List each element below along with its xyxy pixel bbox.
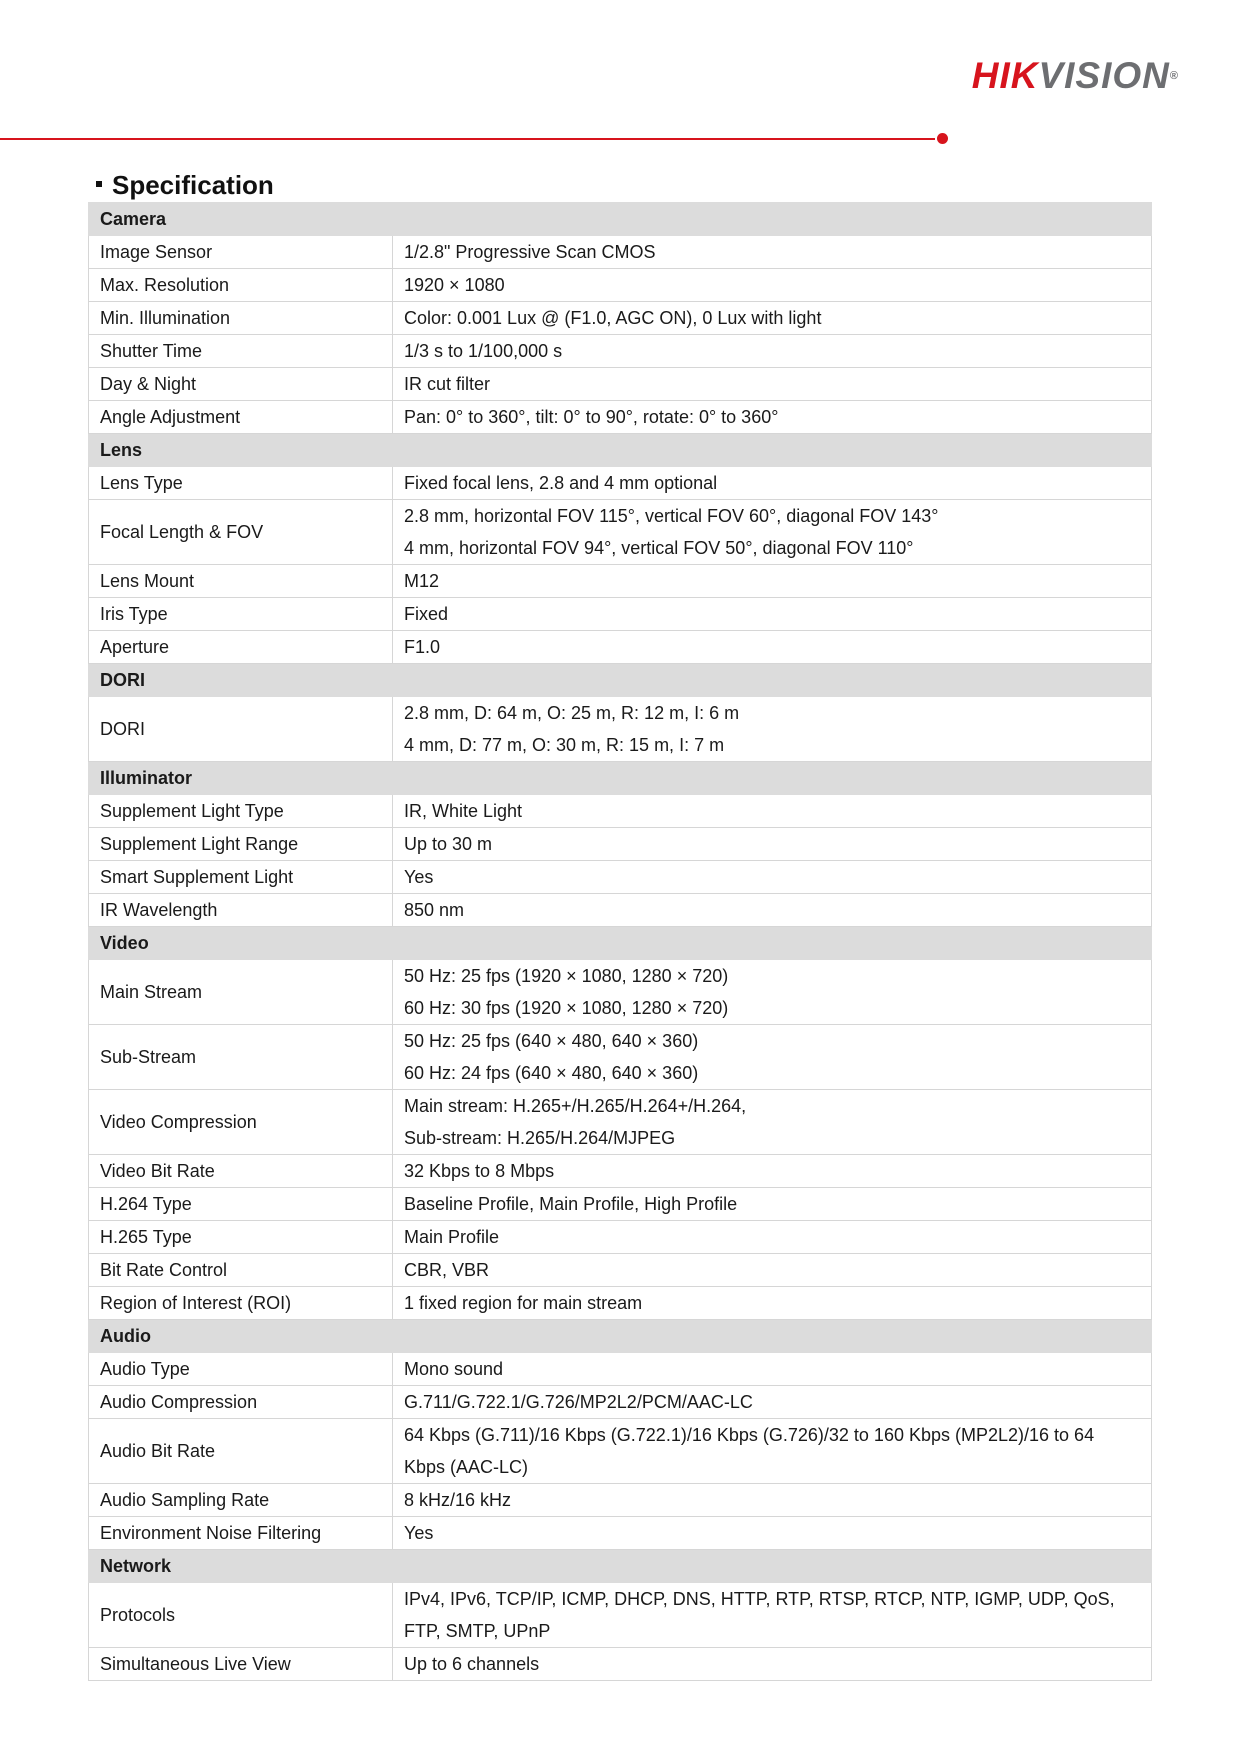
spec-label: Lens Type (89, 467, 393, 500)
spec-label: Smart Supplement Light (89, 861, 393, 894)
section-header-row (89, 434, 1152, 467)
section-header-row (89, 762, 1152, 795)
table-row (89, 565, 1152, 598)
table-row (89, 1484, 1152, 1517)
table-row (89, 1155, 1152, 1188)
spec-value-line: Main Profile (404, 1227, 500, 1247)
spec-label: Focal Length & FOV (89, 500, 393, 565)
section-title: Video (89, 927, 1152, 960)
table-row (89, 1386, 1152, 1419)
spec-label: Max. Resolution (89, 269, 393, 302)
spec-label: Image Sensor (89, 236, 393, 269)
spec-label: Supplement Light Range (89, 828, 393, 861)
spec-value (393, 1419, 1152, 1484)
spec-label: Min. Illumination (89, 302, 393, 335)
spec-value (393, 302, 1152, 335)
spec-value-line: Pan: 0° to 360°, tilt: 0° to 90°, rotate: 0° to 360° (404, 407, 779, 427)
spec-value-line: Fixed (404, 604, 449, 624)
table-row (89, 894, 1152, 927)
spec-value-line: Mono sound (404, 1359, 504, 1379)
table-row (89, 1221, 1152, 1254)
table-row (89, 236, 1152, 269)
section-title: Audio (89, 1320, 1152, 1353)
spec-value (393, 1254, 1152, 1287)
spec-label: Lens Mount (89, 565, 393, 598)
spec-value (393, 565, 1152, 598)
spec-label: H.264 Type (89, 1188, 393, 1221)
spec-label: Day & Night (89, 368, 393, 401)
section-header-row (89, 1320, 1152, 1353)
spec-value-line: 32 Kbps to 8 Mbps (404, 1161, 555, 1181)
spec-label: Environment Noise Filtering (89, 1517, 393, 1550)
spec-value (393, 236, 1152, 269)
table-row (89, 1648, 1152, 1681)
section-header-row (89, 1550, 1152, 1583)
spec-value-line: 1920 × 1080 (404, 275, 505, 295)
spec-value-line: Up to 30 m (404, 834, 493, 854)
table-row (89, 1419, 1152, 1484)
table-row (89, 1090, 1152, 1155)
spec-value-line: 2.8 mm, D: 64 m, O: 25 m, R: 12 m, I: 6 m (404, 703, 740, 723)
table-row (89, 1254, 1152, 1287)
section-title: Camera (89, 203, 1152, 236)
spec-value (393, 1155, 1152, 1188)
spec-label: Main Stream (89, 960, 393, 1025)
section-header-row (89, 664, 1152, 697)
table-row (89, 1583, 1152, 1648)
spec-value (393, 1287, 1152, 1320)
spec-value (393, 1583, 1152, 1648)
spec-value-line: 50 Hz: 25 fps (1920 × 1080, 1280 × 720) (404, 966, 729, 986)
spec-value (393, 894, 1152, 927)
spec-value-line: 1/3 s to 1/100,000 s (404, 341, 563, 361)
spec-value-line: Yes (404, 867, 434, 887)
spec-value-line: 50 Hz: 25 fps (640 × 480, 640 × 360) (404, 1031, 699, 1051)
spec-value (393, 1648, 1152, 1681)
table-row (89, 1353, 1152, 1386)
spec-label: Simultaneous Live View (89, 1648, 393, 1681)
spec-value-line: 2.8 mm, horizontal FOV 115°, vertical FOV 60°, diagonal FOV 143° (404, 506, 939, 526)
spec-value-line: 1/2.8" Progressive Scan CMOS (404, 242, 656, 262)
spec-value-line: M12 (404, 571, 440, 591)
table-row (89, 302, 1152, 335)
table-row (89, 269, 1152, 302)
brand-logo: HIKVISION® (971, 55, 1179, 96)
page-title: Specification (96, 168, 274, 202)
spec-value-line: 850 nm (404, 900, 465, 920)
spec-value (393, 631, 1152, 664)
spec-value (393, 1090, 1152, 1155)
spec-value (393, 1353, 1152, 1386)
spec-label: Sub-Stream (89, 1025, 393, 1090)
section-title: Network (89, 1550, 1152, 1583)
spec-label: Protocols (89, 1583, 393, 1648)
table-row (89, 368, 1152, 401)
spec-label: Audio Sampling Rate (89, 1484, 393, 1517)
spec-value-line: Up to 6 channels (404, 1654, 540, 1674)
header-rule (0, 138, 935, 140)
spec-value-line: F1.0 (404, 637, 441, 657)
section-title: Illuminator (89, 762, 1152, 795)
section-title: Lens (89, 434, 1152, 467)
spec-label: Bit Rate Control (89, 1254, 393, 1287)
spec-value-line: 4 mm, D: 77 m, O: 30 m, R: 15 m, I: 7 m (404, 735, 725, 755)
table-row (89, 1517, 1152, 1550)
spec-table-body (89, 203, 1152, 1681)
header-rule-dot (937, 133, 948, 144)
spec-value (393, 1517, 1152, 1550)
spec-value-line: Kbps (AAC-LC) (404, 1457, 529, 1477)
spec-value (393, 1025, 1152, 1090)
spec-label: Audio Compression (89, 1386, 393, 1419)
spec-label: Angle Adjustment (89, 401, 393, 434)
spec-label: Aperture (89, 631, 393, 664)
spec-value-line: Main stream: H.265+/H.265/H.264+/H.264, (404, 1096, 747, 1116)
table-row (89, 500, 1152, 565)
spec-value (393, 368, 1152, 401)
spec-value (393, 1484, 1152, 1517)
spec-value-line: CBR, VBR (404, 1260, 490, 1280)
spec-value (393, 861, 1152, 894)
table-row (89, 861, 1152, 894)
spec-value (393, 960, 1152, 1025)
spec-value (393, 598, 1152, 631)
spec-value-line: G.711/G.722.1/G.726/MP2L2/PCM/AAC-LC (404, 1392, 753, 1412)
spec-label: Shutter Time (89, 335, 393, 368)
spec-value-line: Sub-stream: H.265/H.264/MJPEG (404, 1128, 676, 1148)
spec-value-line: Color: 0.001 Lux @ (F1.0, AGC ON), 0 Lux with light (404, 308, 822, 328)
section-title: DORI (89, 664, 1152, 697)
section-header-row (89, 927, 1152, 960)
spec-value (393, 828, 1152, 861)
spec-value-line: FTP, SMTP, UPnP (404, 1621, 551, 1641)
spec-value-line: IR cut filter (404, 374, 491, 394)
table-row (89, 598, 1152, 631)
spec-value (393, 467, 1152, 500)
spec-label: Audio Type (89, 1353, 393, 1386)
spec-value (393, 335, 1152, 368)
table-row (89, 335, 1152, 368)
spec-label: Iris Type (89, 598, 393, 631)
table-row (89, 1188, 1152, 1221)
spec-value-line: 8 kHz/16 kHz (404, 1490, 512, 1510)
spec-value (393, 1188, 1152, 1221)
spec-label: DORI (89, 697, 393, 762)
table-row (89, 795, 1152, 828)
spec-value-line: 60 Hz: 24 fps (640 × 480, 640 × 360) (404, 1063, 699, 1083)
title-bullet-icon (96, 181, 102, 187)
spec-label: Supplement Light Type (89, 795, 393, 828)
spec-label: IR Wavelength (89, 894, 393, 927)
table-row (89, 467, 1152, 500)
spec-value-line: Yes (404, 1523, 434, 1543)
table-row (89, 1287, 1152, 1320)
spec-table (88, 202, 1152, 1681)
spec-value-line: 4 mm, horizontal FOV 94°, vertical FOV 50°, diagonal FOV 110° (404, 538, 914, 558)
spec-label: Audio Bit Rate (89, 1419, 393, 1484)
spec-value-line: IPv4, IPv6, TCP/IP, ICMP, DHCP, DNS, HTTP, RTP, RTSP, RTCP, NTP, IGMP, UDP, QoS, (404, 1589, 1115, 1609)
table-row (89, 631, 1152, 664)
spec-value-line: 60 Hz: 30 fps (1920 × 1080, 1280 × 720) (404, 998, 729, 1018)
spec-label: H.265 Type (89, 1221, 393, 1254)
spec-value-line: Baseline Profile, Main Profile, High Profile (404, 1194, 738, 1214)
spec-value (393, 401, 1152, 434)
spec-value (393, 269, 1152, 302)
spec-value (393, 697, 1152, 762)
spec-label: Video Bit Rate (89, 1155, 393, 1188)
spec-label: Video Compression (89, 1090, 393, 1155)
table-row (89, 697, 1152, 762)
table-row (89, 1025, 1152, 1090)
spec-value-line: IR, White Light (404, 801, 523, 821)
spec-value (393, 795, 1152, 828)
table-row (89, 828, 1152, 861)
table-row (89, 960, 1152, 1025)
spec-value-line: 1 fixed region for main stream (404, 1293, 643, 1313)
spec-value (393, 500, 1152, 565)
spec-value-line: 64 Kbps (G.711)/16 Kbps (G.722.1)/16 Kbps (G.726)/32 to 160 Kbps (MP2L2)/16 to 64 (404, 1425, 1095, 1445)
section-header-row (89, 203, 1152, 236)
spec-value-line: Fixed focal lens, 2.8 and 4 mm optional (404, 473, 718, 493)
spec-value (393, 1386, 1152, 1419)
table-row (89, 401, 1152, 434)
spec-value (393, 1221, 1152, 1254)
spec-label: Region of Interest (ROI) (89, 1287, 393, 1320)
